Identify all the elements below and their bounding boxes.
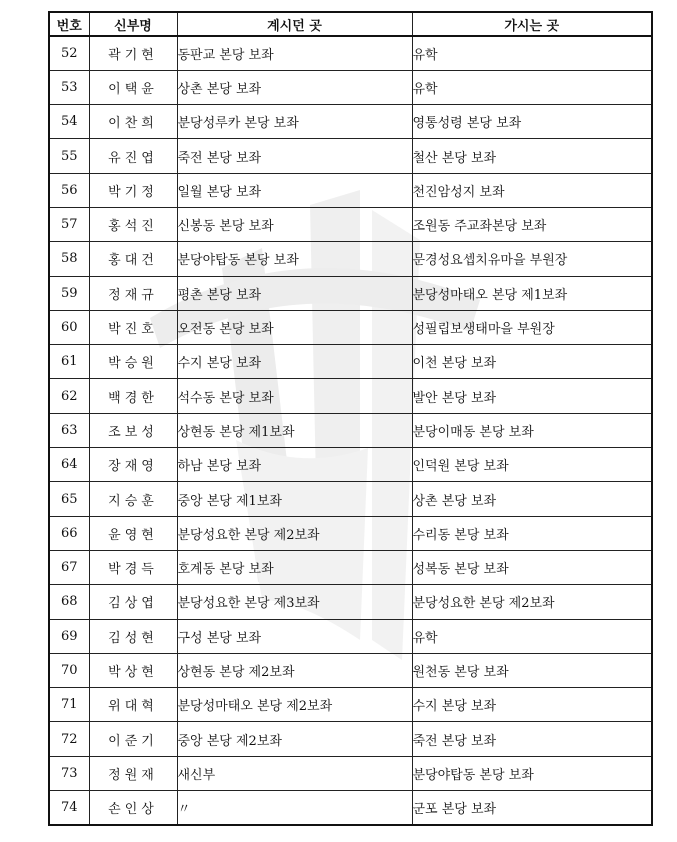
- cell-number: 54: [49, 105, 89, 139]
- cell-number: 64: [49, 448, 89, 482]
- table-body: [49, 36, 652, 825]
- table-row: [49, 379, 652, 413]
- table-row: [49, 36, 652, 70]
- cell-name: 유진엽: [89, 139, 177, 173]
- cell-number: 57: [49, 207, 89, 241]
- cell-number: 53: [49, 70, 89, 104]
- cell-name: 김상엽: [89, 585, 177, 619]
- table-row: [49, 550, 652, 584]
- cell-name: 백경한: [89, 379, 177, 413]
- cell-name: 박진호: [89, 310, 177, 344]
- cell-name: 박경득: [89, 550, 177, 584]
- cell-previous: 죽전 본당 보좌: [177, 139, 412, 173]
- cell-previous: 호계동 본당 보좌: [177, 550, 412, 584]
- cell-name: 이준기: [89, 722, 177, 756]
- header-name: 신부명: [89, 12, 177, 36]
- cell-previous: 동판교 본당 보좌: [177, 36, 412, 70]
- table-row: [49, 345, 652, 379]
- cell-next: 분당야탑동 본당 보좌: [412, 756, 652, 790]
- cell-next: 죽전 본당 보좌: [412, 722, 652, 756]
- cell-previous: 분당야탑동 본당 보좌: [177, 242, 412, 276]
- cell-next: 철산 본당 보좌: [412, 139, 652, 173]
- table-row: [49, 139, 652, 173]
- cell-previous: 신봉동 본당 보좌: [177, 207, 412, 241]
- cell-next: 문경성요셉치유마을 부원장: [412, 242, 652, 276]
- cell-name: 이찬희: [89, 105, 177, 139]
- table-row: [49, 276, 652, 310]
- table-row: [49, 619, 652, 653]
- cell-number: 61: [49, 345, 89, 379]
- cell-next: 상촌 본당 보좌: [412, 482, 652, 516]
- cell-name: 홍석진: [89, 207, 177, 241]
- cell-number: 56: [49, 173, 89, 207]
- cell-previous: 석수동 본당 보좌: [177, 379, 412, 413]
- cell-number: 66: [49, 516, 89, 550]
- cell-next: 천진암성지 보좌: [412, 173, 652, 207]
- cell-next: 성복동 본당 보좌: [412, 550, 652, 584]
- cell-next: 수리동 본당 보좌: [412, 516, 652, 550]
- cell-name: 조보성: [89, 413, 177, 447]
- cell-name: 위대혁: [89, 688, 177, 722]
- cell-name: 손인상: [89, 791, 177, 825]
- table-row: [49, 516, 652, 550]
- cell-next: 조원동 주교좌본당 보좌: [412, 207, 652, 241]
- cell-number: 67: [49, 550, 89, 584]
- cell-next: 유학: [412, 619, 652, 653]
- cell-previous: 분당성마태오 본당 제2보좌: [177, 688, 412, 722]
- cell-previous: 상촌 본당 보좌: [177, 70, 412, 104]
- cell-name: 정원재: [89, 756, 177, 790]
- cell-name: 정재규: [89, 276, 177, 310]
- cell-next: 군포 본당 보좌: [412, 791, 652, 825]
- cell-number: 74: [49, 791, 89, 825]
- cell-name: 박승원: [89, 345, 177, 379]
- cell-number: 58: [49, 242, 89, 276]
- cell-next: 원천동 본당 보좌: [412, 653, 652, 687]
- cell-name: 지승훈: [89, 482, 177, 516]
- table-row: [49, 70, 652, 104]
- table-row: [49, 653, 652, 687]
- table-row: [49, 791, 652, 825]
- cell-next: 분당성요한 본당 제2보좌: [412, 585, 652, 619]
- cell-number: 73: [49, 756, 89, 790]
- cell-previous: 구성 본당 보좌: [177, 619, 412, 653]
- cell-previous: 상현동 본당 제1보좌: [177, 413, 412, 447]
- cell-number: 60: [49, 310, 89, 344]
- header-next: 가시는 곳: [412, 12, 652, 36]
- table-row: [49, 413, 652, 447]
- cell-previous: 수지 본당 보좌: [177, 345, 412, 379]
- cell-previous: 분당성루카 본당 보좌: [177, 105, 412, 139]
- cell-previous: 일월 본당 보좌: [177, 173, 412, 207]
- table-header-row: [49, 12, 652, 36]
- cell-number: 72: [49, 722, 89, 756]
- cell-previous: 새신부: [177, 756, 412, 790]
- cell-number: 68: [49, 585, 89, 619]
- table-row: [49, 722, 652, 756]
- cell-number: 69: [49, 619, 89, 653]
- cell-name: 곽기현: [89, 36, 177, 70]
- cell-previous: 오전동 본당 보좌: [177, 310, 412, 344]
- cell-name: 홍대건: [89, 242, 177, 276]
- clergy-assignment-table: [48, 11, 653, 826]
- cell-previous: 중앙 본당 제1보좌: [177, 482, 412, 516]
- table-row: [49, 482, 652, 516]
- cell-next: 성필립보생태마을 부원장: [412, 310, 652, 344]
- cell-name: 박상현: [89, 653, 177, 687]
- table-row: [49, 310, 652, 344]
- header-number: 번호: [49, 12, 89, 36]
- cell-previous: 하남 본당 보좌: [177, 448, 412, 482]
- cell-number: 62: [49, 379, 89, 413]
- cell-previous: 중앙 본당 제2보좌: [177, 722, 412, 756]
- cell-next: 이천 본당 보좌: [412, 345, 652, 379]
- cell-next: 발안 본당 보좌: [412, 379, 652, 413]
- cell-number: 71: [49, 688, 89, 722]
- table-row: [49, 448, 652, 482]
- cell-name: 박기정: [89, 173, 177, 207]
- cell-next: 분당이매동 본당 보좌: [412, 413, 652, 447]
- cell-number: 70: [49, 653, 89, 687]
- cell-name: 김성현: [89, 619, 177, 653]
- table-row: [49, 242, 652, 276]
- cell-previous: 상현동 본당 제2보좌: [177, 653, 412, 687]
- table-row: [49, 688, 652, 722]
- table-row: [49, 585, 652, 619]
- cell-previous: 평촌 본당 보좌: [177, 276, 412, 310]
- cell-number: 52: [49, 36, 89, 70]
- cell-next: 인덕원 본당 보좌: [412, 448, 652, 482]
- table-row: [49, 173, 652, 207]
- cell-previous: 분당성요한 본당 제2보좌: [177, 516, 412, 550]
- table-row: [49, 207, 652, 241]
- cell-number: 55: [49, 139, 89, 173]
- cell-number: 63: [49, 413, 89, 447]
- cell-next: 수지 본당 보좌: [412, 688, 652, 722]
- cell-next: 유학: [412, 36, 652, 70]
- cell-next: 유학: [412, 70, 652, 104]
- table-row: [49, 756, 652, 790]
- cell-number: 59: [49, 276, 89, 310]
- cell-previous: 분당성요한 본당 제3보좌: [177, 585, 412, 619]
- cell-name: 이택윤: [89, 70, 177, 104]
- cell-previous: 〃: [177, 791, 412, 825]
- table-row: [49, 105, 652, 139]
- cell-number: 65: [49, 482, 89, 516]
- header-previous: 계시던 곳: [177, 12, 412, 36]
- cell-next: 분당성마태오 본당 제1보좌: [412, 276, 652, 310]
- cell-name: 윤영현: [89, 516, 177, 550]
- cell-next: 영통성령 본당 보좌: [412, 105, 652, 139]
- cell-name: 장재영: [89, 448, 177, 482]
